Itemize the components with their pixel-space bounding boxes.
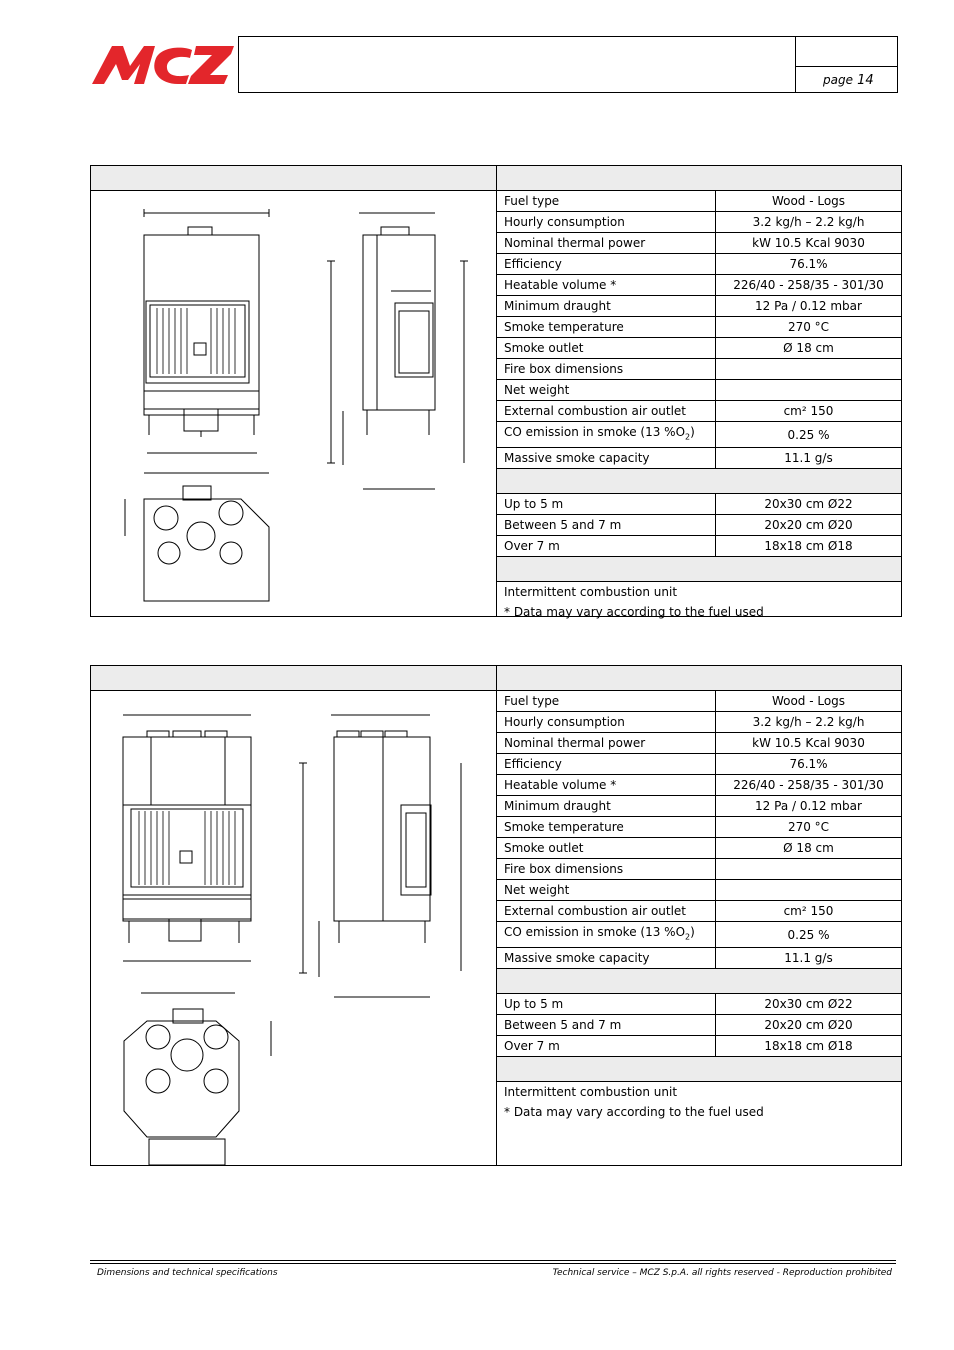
- flue-label: Up to 5 m: [497, 494, 716, 515]
- spec-label-text: ): [690, 425, 695, 439]
- flue-label: Between 5 and 7 m: [497, 515, 716, 536]
- spec-label: Smoke temperature: [497, 817, 716, 838]
- table-row: [497, 422, 901, 448]
- flue-label: Over 7 m: [497, 1036, 716, 1057]
- spec-value: 12 Pa / 0.12 mbar: [716, 296, 902, 317]
- note-text: Intermittent combustion unit: [504, 1085, 678, 1100]
- table-band: [497, 557, 901, 582]
- spec-value: 226/40 - 258/35 - 301/30: [716, 775, 902, 796]
- technical-drawing-1: [91, 191, 496, 616]
- table-row: [497, 948, 901, 969]
- spec-value: 12 Pa / 0.12 mbar: [716, 796, 902, 817]
- spec-label: [497, 422, 716, 448]
- spec-label: Massive smoke capacity: [497, 448, 716, 469]
- flue-value: 20x20 cm Ø20: [716, 515, 902, 536]
- spec-value: 11.1 g/s: [716, 448, 902, 469]
- band-cell: [497, 1057, 901, 1082]
- spec-label: Smoke temperature: [497, 317, 716, 338]
- table-row: [497, 296, 901, 317]
- spec-label: Minimum draught: [497, 296, 716, 317]
- spec-value: 226/40 - 258/35 - 301/30: [716, 275, 902, 296]
- table-row: [497, 691, 901, 712]
- spec-value: cm² 150: [716, 901, 902, 922]
- table-row: [497, 515, 901, 536]
- spec-value: kW 10.5 Kcal 9030: [716, 233, 902, 254]
- spec-label: Fuel type: [497, 691, 716, 712]
- spec-label: Fire box dimensions: [497, 359, 716, 380]
- plan-view-body: [144, 499, 269, 601]
- spec-label-text: CO emission in smoke (13 %O: [504, 925, 686, 939]
- plan-view-body: [124, 1021, 239, 1137]
- spec-label: Nominal thermal power: [497, 233, 716, 254]
- spec-value: Ø 18 cm: [716, 338, 902, 359]
- spec-label: Hourly consumption: [497, 212, 716, 233]
- note-text: * Data may vary according to the fuel used: [504, 1105, 764, 1120]
- table-row: [497, 838, 901, 859]
- spec-value: [716, 859, 902, 880]
- table-row: [497, 1036, 901, 1057]
- table-row: [497, 233, 901, 254]
- mcz-logo: [92, 44, 234, 86]
- spec-value: kW 10.5 Kcal 9030: [716, 733, 902, 754]
- table-row: [497, 317, 901, 338]
- flue-label: Between 5 and 7 m: [497, 1015, 716, 1036]
- footer-left-text: Dimensions and technical specifications: [97, 1268, 278, 1278]
- table-row: [497, 380, 901, 401]
- spec-value: Ø 18 cm: [716, 838, 902, 859]
- spec-label: Smoke outlet: [497, 838, 716, 859]
- flue-label: Over 7 m: [497, 536, 716, 557]
- spec-label: External combustion air outlet: [497, 901, 716, 922]
- spec-table-1: [497, 191, 901, 622]
- spec-value: [716, 380, 902, 401]
- spec-value: 270 °C: [716, 817, 902, 838]
- header-box: [238, 36, 898, 93]
- table-row: [497, 775, 901, 796]
- page-number: [823, 73, 874, 88]
- table-row: [497, 494, 901, 515]
- spec-label: [497, 922, 716, 948]
- note-row: [497, 1102, 901, 1122]
- table-row: [497, 275, 901, 296]
- note-text: * Data may vary according to the fuel used: [504, 605, 764, 620]
- table-row: [497, 733, 901, 754]
- footer-rule: [90, 1263, 896, 1264]
- table-row: [497, 754, 901, 775]
- table-band: [497, 969, 901, 994]
- table-row: [497, 254, 901, 275]
- table-row: [497, 859, 901, 880]
- band-cell: [497, 969, 901, 994]
- spec-value: 3.2 kg/h – 2.2 kg/h: [716, 212, 902, 233]
- spec-label: Efficiency: [497, 254, 716, 275]
- spec-value: 76.1%: [716, 754, 902, 775]
- table-row: [497, 212, 901, 233]
- spec-label-text: CO emission in smoke (13 %O: [504, 425, 686, 439]
- spec-label: Heatable volume *: [497, 775, 716, 796]
- flue-value: 18x18 cm Ø18: [716, 1036, 902, 1057]
- table-row: [497, 922, 901, 948]
- flue-label: Up to 5 m: [497, 994, 716, 1015]
- note-row: [497, 602, 901, 622]
- header-divider: [795, 37, 796, 92]
- flue-value: 20x30 cm Ø22: [716, 994, 902, 1015]
- band-cell: [497, 469, 901, 494]
- spec-label: Nominal thermal power: [497, 733, 716, 754]
- product-section-2: [90, 665, 902, 1166]
- spec-label: Net weight: [497, 880, 716, 901]
- spec-label: Hourly consumption: [497, 712, 716, 733]
- flue-value: 20x20 cm Ø20: [716, 1015, 902, 1036]
- table-row: [497, 994, 901, 1015]
- technical-drawing-2: [91, 691, 496, 1165]
- side-view-body: [334, 737, 430, 921]
- spec-label: Minimum draught: [497, 796, 716, 817]
- table-band: [497, 469, 901, 494]
- spec-value: [716, 359, 902, 380]
- header-divider: [795, 66, 897, 67]
- table-row: [497, 338, 901, 359]
- table-row: [497, 796, 901, 817]
- page-number-value: 14: [857, 73, 874, 88]
- spec-label-text: ): [690, 925, 695, 939]
- spec-value: Wood - Logs: [716, 191, 902, 212]
- front-view-body: [123, 737, 251, 921]
- page-label: page: [823, 73, 853, 87]
- spec-value: 0.25 %: [716, 922, 902, 948]
- band-cell: [497, 557, 901, 582]
- table-row: [497, 1015, 901, 1036]
- spec-label: Fuel type: [497, 191, 716, 212]
- footer-right-text: Technical service – MCZ S.p.A. all rights reserved - Reproduction prohibited: [552, 1268, 892, 1278]
- spec-label: Smoke outlet: [497, 338, 716, 359]
- spec-value: 270 °C: [716, 317, 902, 338]
- flue-value: 18x18 cm Ø18: [716, 536, 902, 557]
- footer-rule: [90, 1260, 896, 1261]
- table-row: [497, 712, 901, 733]
- spec-value: 76.1%: [716, 254, 902, 275]
- table-row: [497, 880, 901, 901]
- spec-label-subscript: 2: [685, 932, 691, 942]
- spec-label: Efficiency: [497, 754, 716, 775]
- table-row: [497, 359, 901, 380]
- table-band: [497, 1057, 901, 1082]
- spec-value: Wood - Logs: [716, 691, 902, 712]
- spec-label: Massive smoke capacity: [497, 948, 716, 969]
- spec-label: Net weight: [497, 380, 716, 401]
- table-row: [497, 401, 901, 422]
- spec-label: Fire box dimensions: [497, 859, 716, 880]
- table-row: [497, 448, 901, 469]
- spec-value: 3.2 kg/h – 2.2 kg/h: [716, 712, 902, 733]
- note-row: [497, 1082, 901, 1103]
- note-row: [497, 582, 901, 603]
- spec-value: cm² 150: [716, 401, 902, 422]
- note-text: Intermittent combustion unit: [504, 585, 678, 600]
- spec-table-2: [497, 691, 901, 1122]
- table-row: [497, 901, 901, 922]
- spec-label: External combustion air outlet: [497, 401, 716, 422]
- spec-value: [716, 880, 902, 901]
- front-view-body: [144, 235, 259, 415]
- spec-value: 0.25 %: [716, 422, 902, 448]
- spec-label: Heatable volume *: [497, 275, 716, 296]
- spec-label-subscript: 2: [685, 432, 691, 442]
- table-row: [497, 536, 901, 557]
- spec-value: 11.1 g/s: [716, 948, 902, 969]
- table-row: [497, 191, 901, 212]
- product-section-1: [90, 165, 902, 620]
- table-row: [497, 817, 901, 838]
- flue-value: 20x30 cm Ø22: [716, 494, 902, 515]
